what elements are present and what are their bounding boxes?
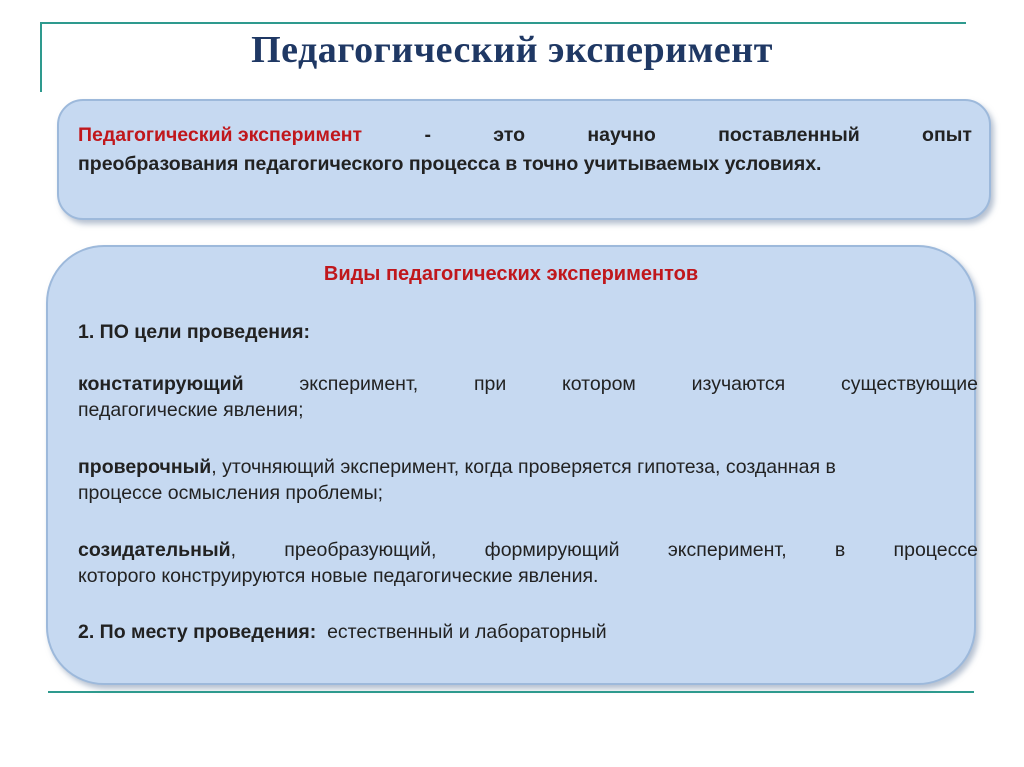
by-goal-heading: 1. ПО цели проведения: <box>78 321 310 343</box>
slide-title: Педагогический эксперимент <box>251 29 773 71</box>
by-place-heading: 2. По месту проведения: <box>78 621 317 643</box>
by-place-item <box>78 619 978 645</box>
creative-item <box>78 537 978 589</box>
creative-word: в <box>834 539 846 561</box>
creative-word: преобразующий, <box>284 539 437 561</box>
definition-term: Педагогический эксперимент <box>78 124 363 146</box>
ascertaining-word: при <box>473 373 507 395</box>
definition-word: это <box>493 124 525 146</box>
creative-line-1 <box>78 537 978 563</box>
creative-word: формирующий <box>484 539 620 561</box>
creative-line-2: которого конструируются новые педагогические явления. <box>78 565 599 587</box>
verifying-line-2: процессе осмысления проблемы; <box>78 482 384 504</box>
by-place-line <box>78 619 978 645</box>
definition-word: научно <box>587 124 656 146</box>
ascertaining-word: эксперимент, <box>299 373 419 395</box>
types-box <box>46 245 976 685</box>
types-heading: Виды педагогических экспериментов <box>323 263 699 285</box>
verifying-line-1 <box>78 454 978 480</box>
ascertaining-word: котором <box>562 373 636 395</box>
definition-word: опыт <box>922 124 972 146</box>
creative-term: созидательный <box>78 539 231 561</box>
by-place-value: естественный и лабораторный <box>327 621 607 643</box>
definition-line-1 <box>78 121 972 150</box>
top-divider <box>40 22 966 24</box>
ascertaining-term: констатирующий <box>78 373 244 395</box>
creative-word: процессе <box>893 539 978 561</box>
ascertaining-line-1 <box>78 371 978 397</box>
creative-lead <box>78 537 236 563</box>
verifying-item <box>78 454 978 506</box>
definition-box <box>57 99 991 220</box>
creative-word: эксперимент, <box>667 539 787 561</box>
definition-word: поставленный <box>718 124 860 146</box>
ascertaining-word: изучаются <box>691 373 786 395</box>
definition-word: - <box>424 124 431 146</box>
ascertaining-item <box>78 371 978 423</box>
verifying-description: , уточняющий эксперимент, когда проверяется гипотеза, созданная в <box>211 456 836 478</box>
ascertaining-word: существующие <box>841 373 978 395</box>
bottom-divider <box>48 691 974 693</box>
verifying-term: проверочный <box>78 456 212 478</box>
ascertaining-line-2: педагогические явления; <box>78 399 304 421</box>
definition-line-2: преобразования педагогического процесса в точно учитываемых условиях. <box>78 153 822 175</box>
creative-word: , <box>230 539 237 561</box>
